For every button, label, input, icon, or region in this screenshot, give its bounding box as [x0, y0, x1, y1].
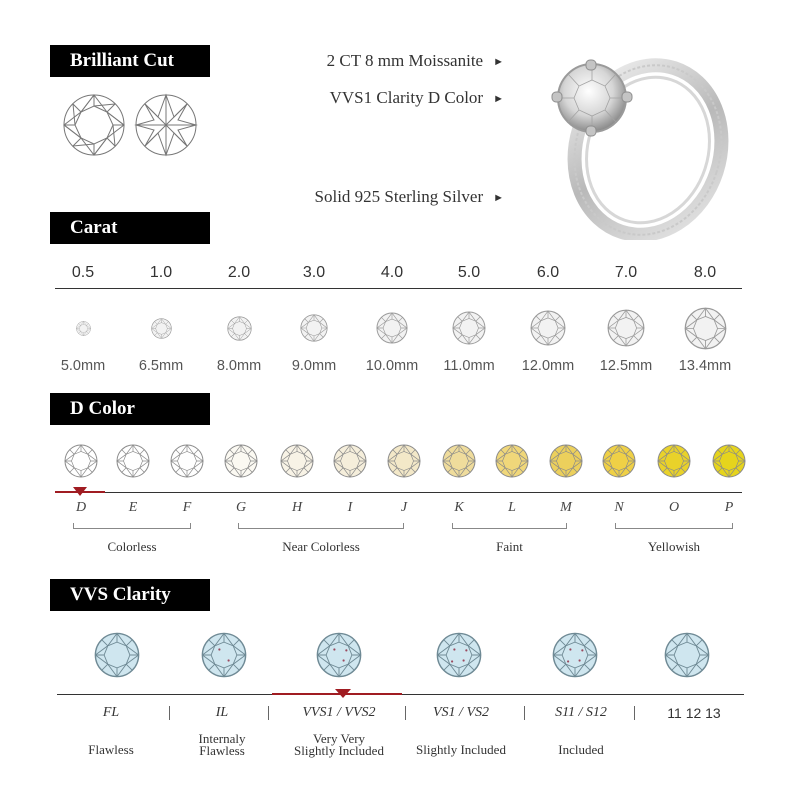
brilliant-cut-diagram [62, 92, 200, 158]
carat-label: Carat [70, 217, 118, 238]
diamond-icon [436, 632, 482, 678]
carat-value: 8.0 [693, 264, 717, 281]
color-grade: I [347, 500, 353, 515]
clarity-stone [316, 632, 362, 683]
color-stone [495, 444, 529, 483]
arrow-right-icon: ► [493, 56, 504, 69]
crown-view-icon [64, 95, 124, 155]
carat-size: 8.0mm [216, 358, 262, 374]
clarity-grade: VS1 / VS2 [433, 705, 489, 720]
color-grade: P [724, 500, 734, 515]
carat-stone [151, 318, 172, 344]
color-grade: M [560, 500, 572, 515]
color-grade: E [128, 500, 138, 515]
carat-stone [607, 309, 645, 352]
carat-stone [227, 316, 252, 346]
diamond-icon [442, 444, 476, 478]
clarity-name: Included [558, 742, 604, 757]
clarity-stone [94, 632, 140, 683]
clarity-stone [664, 632, 710, 683]
diamond-icon [452, 311, 486, 345]
clarity-grade: IL [215, 705, 229, 720]
ring-product-image [528, 40, 738, 240]
diamond-icon [530, 310, 566, 346]
clarity-separator [268, 706, 269, 720]
color-stone [549, 444, 583, 483]
color-category-near-colorless: Near Colorless [282, 539, 360, 554]
brilliant-cut-title [50, 45, 210, 77]
diamond-icon [76, 321, 91, 336]
bracket-faint [452, 523, 567, 529]
color-stone [224, 444, 258, 483]
carat-size: 13.4mm [678, 358, 732, 374]
clarity-separator [169, 706, 170, 720]
clarity-separator [634, 706, 635, 720]
color-grade: L [508, 500, 516, 515]
color-divider [55, 492, 742, 493]
diamond-icon [387, 444, 421, 478]
color-stone [602, 444, 636, 483]
diamond-icon [280, 444, 314, 478]
diamond-icon [227, 316, 252, 341]
bracket-yellowish [615, 523, 733, 529]
carat-stone [376, 312, 408, 349]
clarity-separator [405, 706, 406, 720]
carat-stone [76, 321, 91, 341]
diamond-icon [712, 444, 746, 478]
carat-value: 0.5 [71, 264, 95, 281]
pavilion-view-icon [136, 95, 196, 155]
color-grade: K [454, 500, 464, 515]
carat-size: 12.5mm [599, 358, 653, 374]
color-stone [116, 444, 150, 483]
color-label: D Color [70, 398, 135, 419]
clarity-grade: FL [102, 705, 120, 720]
clarity-name: Internaly [198, 731, 246, 746]
carat-stone [530, 310, 566, 351]
carat-size: 5.0mm [60, 358, 106, 374]
diamond-icon [170, 444, 204, 478]
bracket-colorless [73, 523, 191, 529]
diamond-icon [201, 632, 247, 678]
color-grade: G [235, 500, 247, 515]
clarity-name: Slightly Included [416, 742, 506, 757]
carat-value: 7.0 [614, 264, 638, 281]
diamond-icon [664, 632, 710, 678]
diamond-icon [607, 309, 645, 347]
clarity-label: VVS Clarity [70, 584, 171, 605]
color-category-colorless: Colorless [107, 539, 157, 554]
diamond-icon [376, 312, 408, 344]
clarity-separator [524, 706, 525, 720]
diamond-icon [602, 444, 636, 478]
diamond-icon [94, 632, 140, 678]
color-grade: N [614, 500, 624, 515]
brilliant-cut-label: Brilliant Cut [70, 50, 174, 71]
diamond-icon [495, 444, 529, 478]
diamond-icon [151, 318, 172, 339]
clarity-grade: VVS1 / VVS2 [302, 705, 376, 720]
color-grade: O [668, 500, 680, 515]
color-marker-icon [55, 486, 105, 498]
carat-value: 2.0 [227, 264, 251, 281]
carat-value: 4.0 [380, 264, 404, 281]
bracket-near-colorless [238, 523, 404, 529]
color-grade: D [75, 500, 87, 515]
diamond-icon [116, 444, 150, 478]
diamond-icon [333, 444, 367, 478]
diamond-icon [316, 632, 362, 678]
clarity-name: Flawless [88, 742, 134, 757]
carat-divider [55, 288, 742, 289]
diamond-icon [549, 444, 583, 478]
color-category-faint: Faint [496, 539, 523, 554]
clarity-grade: S11 / S12 [555, 705, 607, 720]
color-grade: F [182, 500, 192, 515]
carat-size: 6.5mm [138, 358, 184, 374]
carat-size: 9.0mm [291, 358, 337, 374]
clarity-stone [201, 632, 247, 683]
clarity-name: Slightly Included [294, 743, 384, 758]
carat-value: 1.0 [149, 264, 173, 281]
color-title [50, 393, 210, 425]
feature-silver-text: Solid 925 Sterling Silver [314, 187, 484, 206]
color-grade: H [291, 500, 303, 515]
arrow-right-icon: ► [493, 192, 504, 205]
color-stone [442, 444, 476, 483]
diamond-icon [300, 314, 328, 342]
carat-size: 12.0mm [521, 358, 575, 374]
diamond-icon [684, 307, 727, 350]
diamond-icon [224, 444, 258, 478]
clarity-stone [436, 632, 482, 683]
carat-value: 6.0 [536, 264, 560, 281]
carat-size: 11.0mm [443, 358, 495, 374]
color-stone [712, 444, 746, 483]
color-stone [333, 444, 367, 483]
feature-silver [315, 187, 504, 207]
diamond-icon [657, 444, 691, 478]
clarity-grade: 11 12 13 [667, 705, 721, 721]
clarity-name: Very Very [312, 731, 366, 746]
carat-stone [452, 311, 486, 350]
color-stone [170, 444, 204, 483]
color-grade: J [400, 500, 408, 515]
arrow-right-icon: ► [493, 93, 504, 106]
carat-size: 10.0mm [365, 358, 419, 374]
carat-stone [300, 314, 328, 347]
diamond-icon [552, 632, 598, 678]
color-stone [657, 444, 691, 483]
clarity-stone [552, 632, 598, 683]
feature-moissanite-text: 2 CT 8 mm Moissanite [326, 51, 484, 70]
feature-clarity-text: VVS1 Clarity D Color [329, 88, 484, 107]
diamond-icon [64, 444, 98, 478]
clarity-marker-icon [272, 688, 402, 700]
color-stone [64, 444, 98, 483]
carat-stone [684, 307, 727, 355]
carat-title [50, 212, 210, 244]
carat-value: 5.0 [457, 264, 481, 281]
color-stone [387, 444, 421, 483]
carat-value: 3.0 [302, 264, 326, 281]
feature-clarity [330, 88, 504, 108]
feature-moissanite [327, 51, 504, 71]
color-stone [280, 444, 314, 483]
color-category-yellowish: Yellowish [647, 539, 701, 554]
clarity-title [50, 579, 210, 611]
clarity-name: Flawless [199, 743, 245, 758]
